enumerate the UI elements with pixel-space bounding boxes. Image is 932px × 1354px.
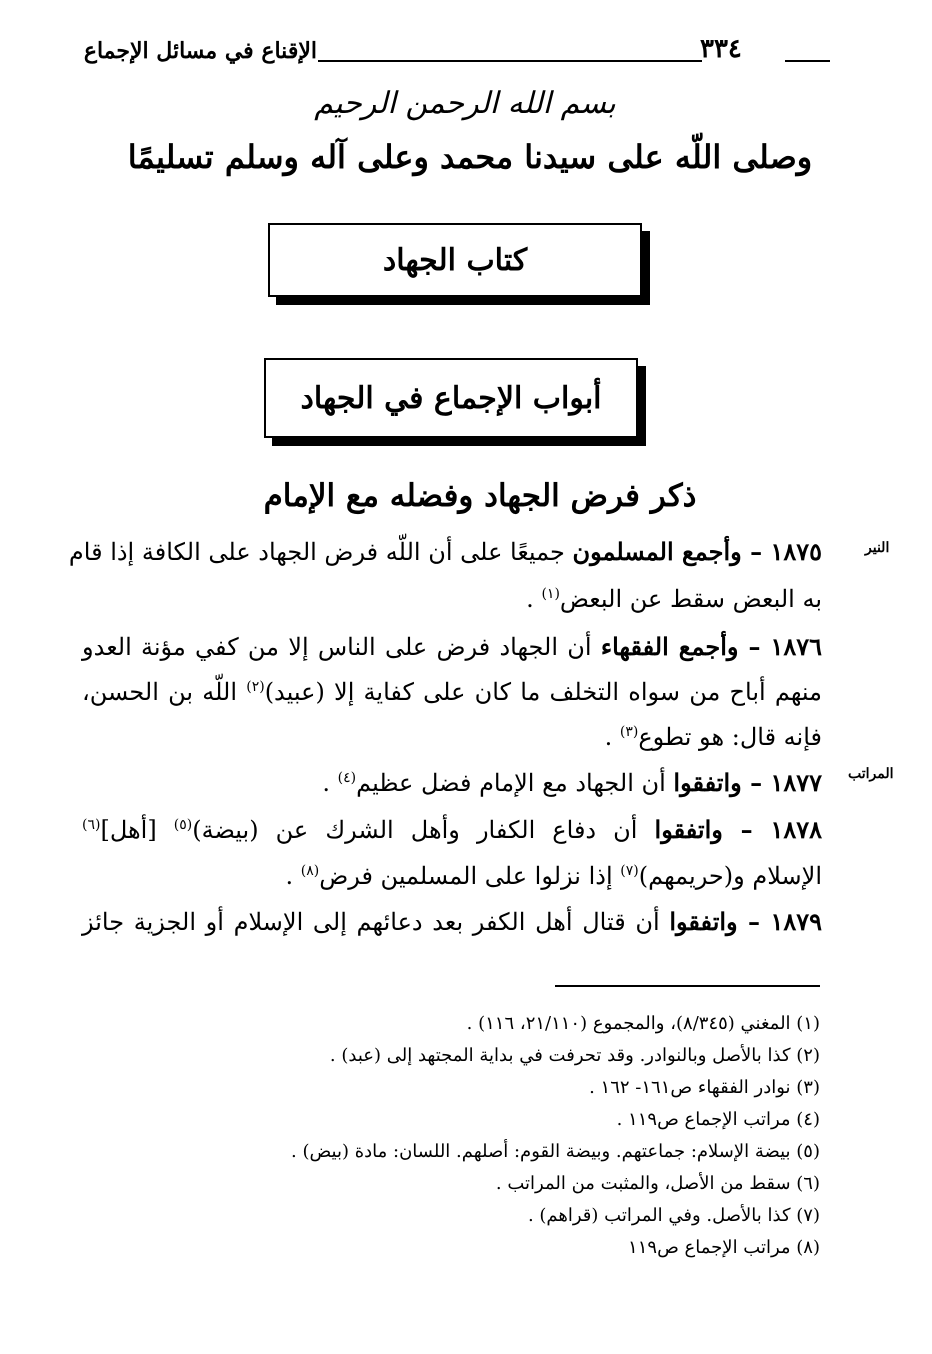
footnote-ref: (٦) <box>82 817 101 833</box>
entry-text: فإنه قال: هو تطوع <box>638 723 822 751</box>
footnote: (٥) بيضة الإسلام: جماعتهم. وبيضة القوم: أصلهم. اللسان: مادة (بيض) . <box>291 1141 820 1162</box>
entry-text: [أهل] <box>100 816 174 844</box>
footnote: (٦) سقط من الأصل، والمثبت من المراتب . <box>495 1173 820 1194</box>
footnote: (١) المغني (٨/٣٤٥)، والمجموع (٢١/١١٠، ١١٦) . <box>466 1013 820 1034</box>
text-line: ١٨٧٩ – واتفقوا أن قتال أهل الكفر بعد دعائهم إلى الإسلام أو الجزية جائز <box>82 907 822 936</box>
footnote-ref: (٥) <box>173 817 193 833</box>
chapter-title: أبواب الإجماع في الجهاد <box>300 380 602 416</box>
entry-lead: واتفقوا <box>654 815 723 844</box>
text-line: ١٨٧٨ – واتفقوا أن دفاع الكفار وأهل الشرك عن (بيضة)$^{(٥)}$ [أهل]$^{(٦)}$ <box>82 815 823 844</box>
entry-number: ١٨٧٧ <box>770 768 822 797</box>
book-title: كتاب الجهاد <box>382 242 528 278</box>
margin-note-source: المراتب <box>848 766 894 782</box>
footnote-ref: (٢) <box>246 679 265 695</box>
entry-text: أن الجهاد فرض على الناس إلا من كفي مؤنة العدو <box>82 633 601 661</box>
entry-text: . <box>285 862 301 890</box>
chapter-title-box <box>264 358 638 438</box>
entry-text: منهم أباح من سواه التخلف ما كان على كفاية إلا (عبيد) <box>264 678 822 706</box>
entry-lead: وأجمع المسلمون <box>572 537 742 566</box>
basmala: بسم الله الرحمن الرحيم <box>314 86 616 121</box>
header-rule <box>318 60 702 62</box>
salawat-line: وصلى اللّه على سيدنا محمد وعلى آله وسلم تسليمًا <box>127 138 813 176</box>
book-title-box <box>268 223 642 297</box>
entry-number: ١٨٧٨ <box>770 815 823 844</box>
entry-text: . <box>322 769 338 797</box>
footnote: (٢) كذا بالأصل وبالنوادر. وقد تحرفت في بداية المجتهد إلى (عبد) . <box>329 1045 820 1066</box>
section-title: ذكر فرض الجهاد وفضله مع الإمام <box>263 478 697 514</box>
text-line: ١٨٧٧ – واتفقوا أن الجهاد مع الإمام فضل عظيم$^{(٤)}$ . <box>322 768 822 797</box>
entry-text: أن الجهاد مع الإمام فضل عظيم <box>356 769 674 797</box>
footnote: (٨) مراتب الإجماع ص١١٩ <box>628 1237 820 1258</box>
page-number: ٣٣٤ <box>700 34 742 64</box>
text-line: ١٨٧٥ – وأجمع المسلمون جميعًا على أن اللّه فرض الجهاد على الكافة إذا قام <box>68 537 822 566</box>
footnote-ref: (٣) <box>619 724 639 740</box>
entry-lead: واتفقوا <box>669 907 738 936</box>
footnote-separator <box>555 985 820 987</box>
footnote-ref: (٧) <box>620 863 639 879</box>
entry-text: . <box>526 585 542 613</box>
entry-lead: واتفقوا <box>673 768 742 797</box>
text-line <box>605 723 822 751</box>
running-header-title: الإقناع في مسائل الإجماع <box>83 38 317 64</box>
text-line <box>285 862 822 890</box>
margin-note-source: النير <box>865 540 890 556</box>
footnote-ref: (١) <box>541 586 560 602</box>
entry-text: أن دفاع الكفار وأهل الشرك عن (بيضة) <box>192 816 655 844</box>
footnote: (٧) كذا بالأصل. وفي المراتب (قراهم) . <box>527 1205 820 1226</box>
footnote-ref: (٤) <box>337 770 357 786</box>
entry-number: ١٨٧٩ <box>770 907 822 936</box>
text-line <box>82 678 822 706</box>
text-line <box>526 585 822 613</box>
entry-text: به البعض سقط عن البعض <box>559 585 822 613</box>
footnote-ref: (٨) <box>300 863 320 879</box>
footnote: (٤) مراتب الإجماع ص١١٩ . <box>616 1109 820 1130</box>
entry-lead: وأجمع الفقهاء <box>600 632 739 661</box>
text-line: ١٨٧٦ – وأجمع الفقهاء أن الجهاد فرض على الناس إلا من كفي مؤنة العدو <box>82 632 822 661</box>
entry-number: ١٨٧٥ <box>770 537 822 566</box>
entry-number: ١٨٧٦ <box>770 632 822 661</box>
entry-text: . <box>604 723 620 751</box>
footnote: (٣) نوادر الفقهاء ص١٦١- ١٦٢ . <box>589 1077 820 1098</box>
entry-text: اللّه بن الحسن، <box>82 678 247 706</box>
entry-text: جميعًا على أن اللّه فرض الجهاد على الكافة إذا قام <box>68 538 573 566</box>
page-number-dash <box>785 60 830 62</box>
entry-text: إذا نزلوا على المسلمين فرض <box>319 862 621 890</box>
entry-text: الإسلام و(حريمهم) <box>638 862 822 890</box>
entry-text: أن قتال أهل الكفر بعد دعائهم إلى الإسلام أو الجزية جائز <box>82 908 670 936</box>
